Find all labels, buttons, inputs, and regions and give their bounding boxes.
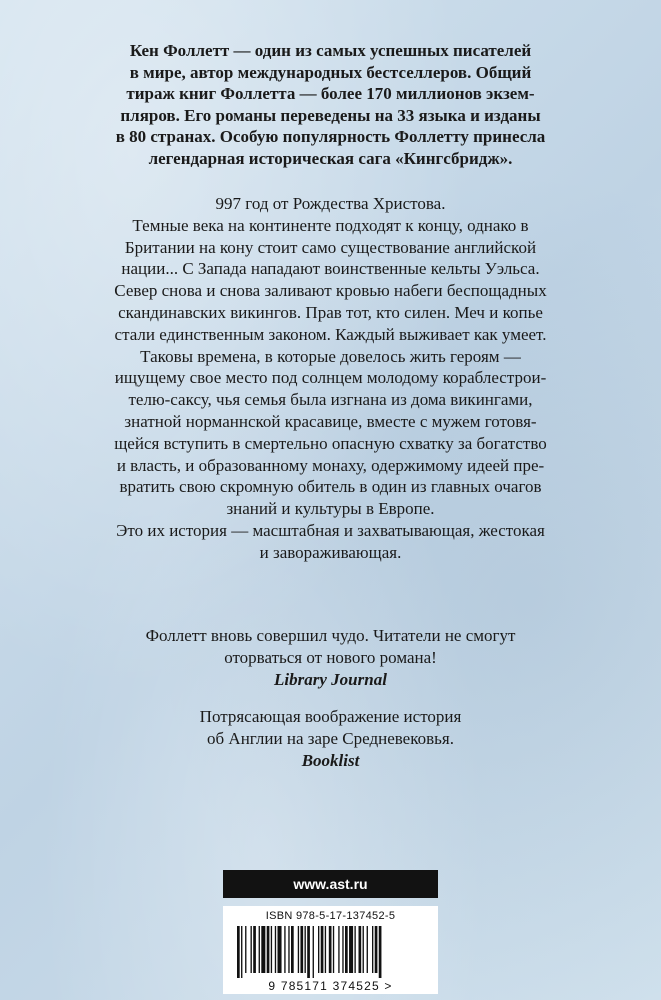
synopsis-line: знаний и культуры в Европе. <box>226 499 435 519</box>
barcode-number: 9 785171 374525 > <box>268 979 393 993</box>
synopsis-line: ищущему свое место под солнцем молодому кораблестрои- <box>114 368 547 388</box>
synopsis-line: телю-саксу, чья семья была изгнана из дома викингами, <box>128 390 533 410</box>
synopsis-line: и власть, и образованному монаху, одержимому идеей пре- <box>116 455 545 475</box>
synopsis-line: знатной норманнской красавице, вместе с мужем готовя- <box>124 411 537 431</box>
review-line: об Англии на заре Средневековья. <box>207 729 454 748</box>
synopsis-line: Таковы времена, в которые довелось жить героям — <box>140 346 521 366</box>
publisher-website: www.ast.ru <box>223 870 438 898</box>
synopsis-line: скандинавских викингов. Прав тот, кто силен. Меч и копье <box>118 302 543 322</box>
synopsis-line: щейся вступить в смертельно опасную схватку за богатство <box>114 433 547 453</box>
review-booklist <box>50 706 611 772</box>
barcode-icon <box>237 926 424 978</box>
intro-line: пляров. Его романы переведены на 33 языка и изданы <box>120 105 541 125</box>
intro-line: Кен Фоллетт — один из самых успешных писателей <box>129 41 532 60</box>
synopsis-line: стали единственным законом. Каждый выживает как умеет. <box>114 324 547 344</box>
synopsis-line: Это их история — масштабная и захватывающая, жестокая <box>116 520 545 540</box>
synopsis-line: нации... С Запада нападают воинственные кельты Уэльса. <box>121 259 540 279</box>
review-line: Фоллетт вновь совершил чудо. Читатели не смогут <box>145 626 516 645</box>
intro-line: в мире, автор международных бестселлеров. Общий <box>129 62 532 82</box>
isbn-label: ISBN 978-5-17-137452-5 <box>265 910 396 922</box>
synopsis-line: Север снова и снова заливают кровью набеги беспощадных <box>114 281 547 301</box>
intro-line: тираж книг Фоллетта — более 170 миллионов экзем- <box>126 84 535 103</box>
synopsis-line: вратить свою скромную обитель в один из главных очагов <box>119 477 542 497</box>
review-source: Library Journal <box>274 670 387 689</box>
synopsis-line: и завораживающая. <box>259 542 402 562</box>
review-line: Потрясающая воображение история <box>199 707 462 726</box>
intro-line: легендарная историческая сага «Кингсбридж». <box>148 148 513 168</box>
synopsis-line: 997 год от Рождества Христова. <box>215 194 446 213</box>
review-line: оторваться от нового романа! <box>224 648 437 667</box>
synopsis-line: Британии на кону стоит само существование английской <box>124 237 537 257</box>
review-library-journal <box>50 625 611 691</box>
author-bio <box>50 40 611 169</box>
book-synopsis <box>50 193 611 564</box>
synopsis-line: Темные века на континенте подходят к концу, однако в <box>132 215 529 235</box>
barcode-panel <box>223 906 438 994</box>
review-source: Booklist <box>301 751 360 770</box>
intro-line: в 80 странах. Особую популярность Фоллетту принесла <box>115 127 546 146</box>
